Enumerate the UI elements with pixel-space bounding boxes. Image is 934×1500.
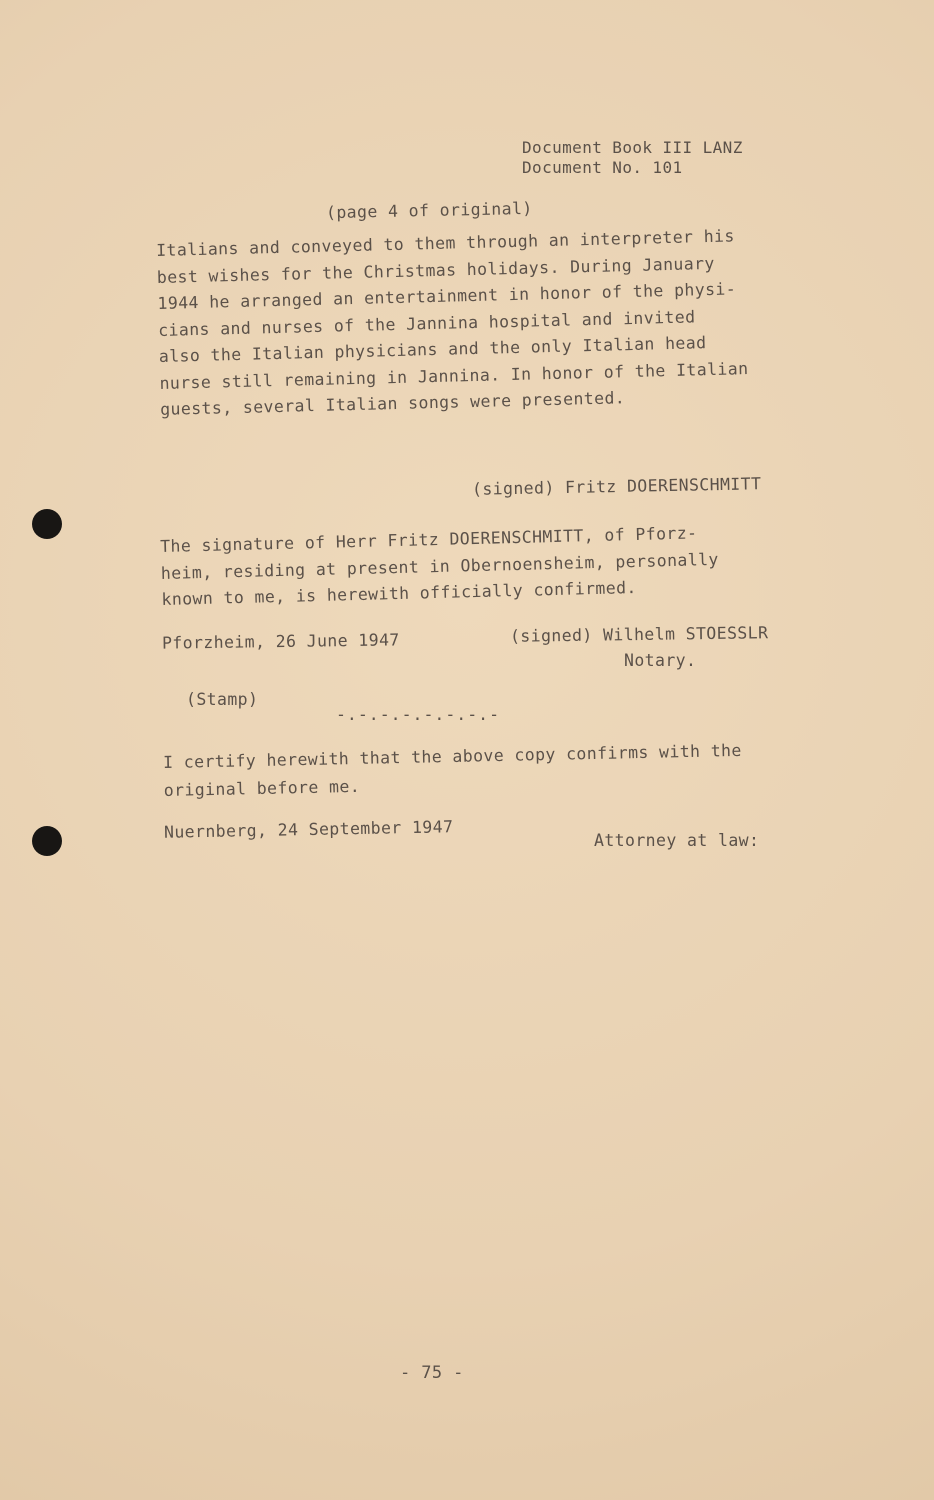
body-line: also the Italian physicians and the only Italian head <box>158 333 707 366</box>
place-date-nuernberg: Nuernberg, 24 September 1947 <box>163 817 454 842</box>
body-line: Italians and conveyed to them through an interpreter his <box>155 226 735 260</box>
certification-line: original before me. <box>163 776 361 800</box>
body-line: guests, several Italian songs were presented. <box>159 388 626 419</box>
dash-separator: -.-.-.-.-.-.-.- <box>336 705 501 724</box>
document-book-label: Document Book III LANZ <box>522 138 743 157</box>
page-number: - 75 - <box>400 1363 464 1383</box>
confirmation-paragraph <box>160 525 720 609</box>
certification-line: I certify herewith that the above copy confirms with the <box>162 740 742 772</box>
stamp-label: (Stamp) <box>186 690 259 709</box>
document-number-label: Document No. 101 <box>522 158 683 177</box>
punch-hole-top <box>32 509 62 539</box>
page-note: (page 4 of original) <box>325 198 533 223</box>
confirmation-line: The signature of Herr Fritz DOERENSCHMITT, of Pforz- <box>159 523 698 556</box>
place-date-pforzheim: Pforzheim, 26 June 1947 <box>161 630 400 653</box>
body-line: cians and nurses of the Jannina hospital and invited <box>157 306 696 340</box>
notary-label: Notary. <box>624 651 697 670</box>
confirmation-line: known to me, is herewith officially confirmed. <box>161 577 637 609</box>
attorney-label: Attorney at law: <box>594 831 760 850</box>
confirmation-line: heim, residing at present in Obernoensheim, personally <box>160 549 719 583</box>
certification-paragraph <box>162 740 742 800</box>
signature-stoesslr: (signed) Wilhelm STOESSLR <box>509 623 769 646</box>
body-paragraph <box>156 228 749 418</box>
signature-doerenschmitt: (signed) Fritz DOERENSCHMITT <box>471 474 762 499</box>
body-line: 1944 he arranged an entertainment in honor of the physi- <box>157 279 737 313</box>
punch-hole-bottom <box>32 826 62 856</box>
body-line: nurse still remaining in Jannina. In honor of the Italian <box>159 358 749 393</box>
body-line: best wishes for the Christmas holidays. During January <box>156 253 715 287</box>
